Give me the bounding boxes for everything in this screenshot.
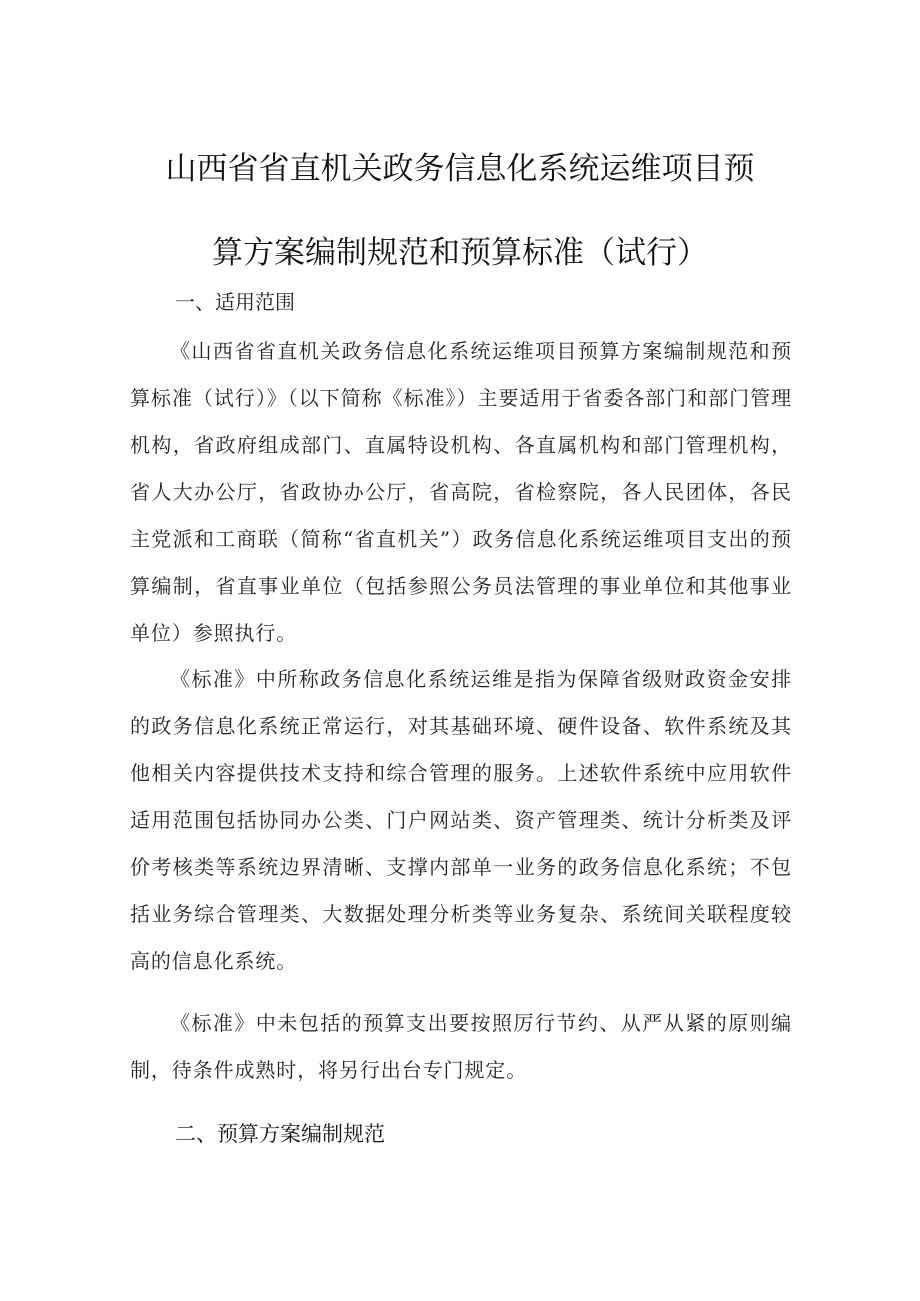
section-heading-scope: 一、适用范围 [175,290,295,314]
document-title-line-2: 算方案编制规范和预算标准（试行） [212,235,708,271]
document-title-line-1: 山西省省直机关政务信息化系统运维项目预 [165,151,755,187]
section-heading-budget-norms: 二、预算方案编制规范 [175,1122,385,1146]
paragraph-other-expenditure: 《标准》中未包括的预算支出要按照厉行节约、从严从紧的原则编制，待条件成熟时，将另行出台专门规定。 [130,1011,792,1082]
paragraph-scope-applicability: 《山西省省直机关政务信息化系统运维项目预算方案编制规范和预算标准（试行）》（以下简称《标准》）主要适用于省委各部门和部门管理机构，省政府组成部门、直属特设机构、各直属机构和部门管理机构，省人大办公厅，省政协办公厅，省高院，省检察院，各人民团体，各民主党派和工商联（简称“省直机关”）政务信息化系统运维项目支出的预算编制，省直事业单位（包括参照公务员法管理的事业单位和其他事业单位）参照执行。 [130,339,792,645]
paragraph-definition: 《标准》中所称政务信息化系统运维是指为保障省级财政资金安排的政务信息化系统正常运行，对其基础环境、硬件设备、软件系统及其他相关内容提供技术支持和综合管理的服务。上述软件系统中应用软件适用范围包括协同办公类、门户网站类、资产管理类、统计分析类及评价考核类等系统边界清晰、支撑内部单一业务的政务信息化系统；不包括业务综合管理类、大数据处理分析类等业务复杂、系统间关联程度较高的信息化系统。 [130,667,792,973]
